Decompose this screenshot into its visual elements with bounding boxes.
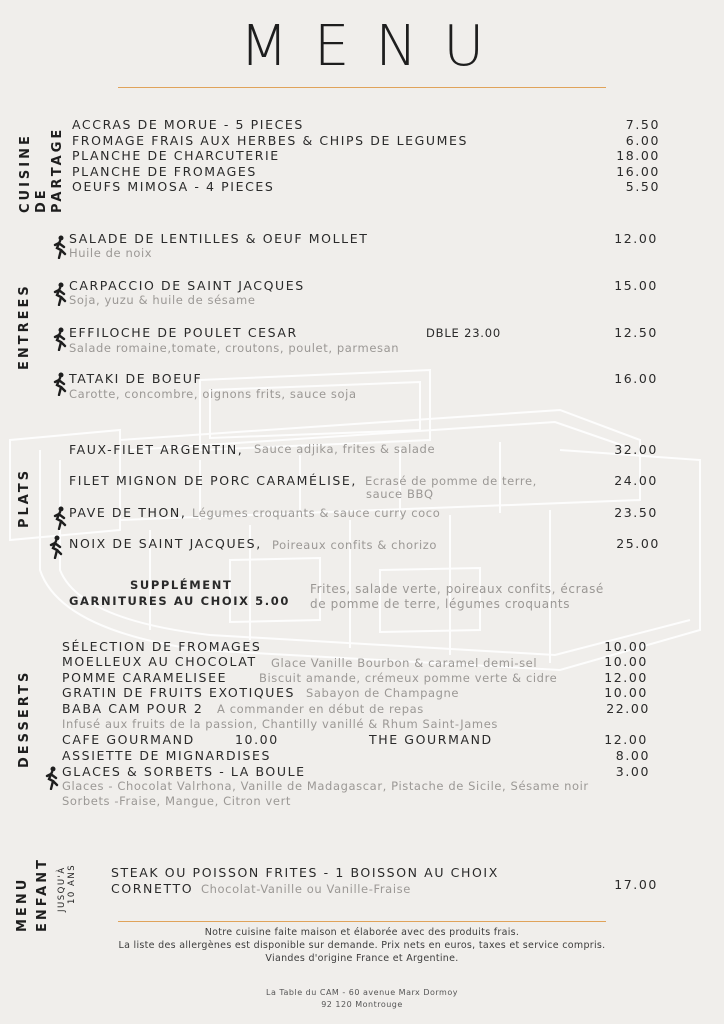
section-label-enfant: MENU — [15, 876, 30, 932]
plat-item-desc: Poireaux confits & chorizo — [272, 538, 438, 552]
runner-icon — [52, 235, 68, 259]
plat-item-desc: Sauce adjika, frites & salade — [254, 442, 436, 456]
dessert-item-name: SÉLECTION DE FROMAGES — [62, 639, 262, 654]
enfant-line-1: STEAK OU POISSON FRITES - 1 BOISSON AU CHOIX — [111, 865, 499, 880]
supplement-title: SUPPLÉMENT — [130, 578, 233, 592]
dessert-item-name: GRATIN DE FRUITS EXOTIQUES — [62, 685, 296, 700]
entree-item-price: 15.00 — [614, 278, 658, 293]
enfant-price: 17.00 — [614, 877, 658, 892]
dessert-item-price: 10.00 — [604, 685, 648, 700]
dessert-item-desc: Sorbets -Fraise, Mangue, Citron vert — [62, 794, 292, 808]
section-label-plats: PLATS — [17, 467, 32, 528]
dessert-item-desc: Biscuit amande, crémeux pomme verte & cidre — [259, 671, 558, 685]
footer-address-2: 92 120 Montrouge — [321, 1000, 403, 1009]
footer-line-3: Viandes d'origine France et Argentine. — [265, 953, 459, 964]
title-divider — [118, 87, 606, 88]
dessert-item-price: 12.00 — [604, 732, 648, 747]
runner-icon — [52, 282, 68, 306]
entree-item-name: CARPACCIO DE SAINT JACQUES — [69, 278, 305, 293]
dessert-item-name: THE GOURMAND — [369, 732, 493, 747]
dessert-item-price: 10.00 — [604, 639, 648, 654]
runner-icon — [52, 327, 68, 351]
partage-item-name: PLANCHE DE CHARCUTERIE — [72, 148, 280, 163]
runner-icon — [52, 506, 68, 530]
partage-item-name: PLANCHE DE FROMAGES — [72, 164, 257, 179]
plat-item-desc: Ecrasé de pomme de terre, — [365, 474, 537, 488]
entree-item-desc: Huile de noix — [69, 246, 153, 260]
plat-item-name: PAVE DE THON, — [69, 505, 187, 520]
footer-line-1: Notre cuisine faite maison et élaborée avec des produits frais. — [204, 927, 520, 938]
entree-item-desc: Soja, yuzu & huile de sésame — [69, 293, 256, 307]
enfant-line-2-desc: Chocolat-Vanille ou Vanille-Fraise — [201, 882, 411, 896]
footer-divider — [118, 921, 606, 922]
entree-item-desc: Salade romaine,tomate, croutons, poulet, parmesan — [69, 341, 400, 355]
plat-item-name: NOIX DE SAINT JACQUES, — [69, 536, 262, 551]
entree-item-name: EFFILOCHE DE POULET CESAR — [69, 325, 298, 340]
entree-item-double-price: DBLE 23.00 — [426, 326, 501, 340]
partage-item-price: 6.00 — [625, 133, 660, 148]
dessert-item-desc: A commander en début de repas — [217, 702, 424, 716]
enfant-line-2: CORNETTO — [111, 881, 194, 896]
runner-icon — [44, 766, 60, 790]
plat-item-price: 24.00 — [614, 473, 658, 488]
dessert-item-desc: Glace Vanille Bourbon & caramel demi-sel — [271, 656, 538, 670]
partage-item-name: ACCRAS DE MORUE - 5 PIECES — [72, 117, 304, 132]
supplement-desc: Frites, salade verte, poireaux confits, écrasé — [310, 582, 604, 596]
section-label-entrees: ENTREES — [17, 283, 32, 370]
entree-item-price: 12.00 — [614, 231, 658, 246]
partage-item-name: FROMAGE FRAIS AUX HERBES & CHIPS DE LEGUMES — [72, 133, 469, 148]
partage-item-price: 16.00 — [616, 164, 660, 179]
dessert-item-name: POMME CARAMELISEE — [62, 670, 228, 685]
dessert-item-desc: Glaces - Chocolat Valrhona, Vanille de Madagascar, Pistache de Sicile, Sésame noir — [62, 779, 589, 793]
section-label-partage: CUISINE DE PARTAGE — [18, 126, 65, 213]
runner-icon — [52, 372, 68, 396]
partage-item-price: 7.50 — [625, 117, 660, 132]
section-label-desserts: DESSERTS — [17, 669, 32, 768]
footer-address-1: La Table du CAM - 60 avenue Marx Dormoy — [266, 988, 458, 997]
partage-item-price: 18.00 — [616, 148, 660, 163]
partage-item-price: 5.50 — [625, 179, 660, 194]
dessert-item-name: MOELLEUX AU CHOCOLAT — [62, 654, 257, 669]
dessert-item-price-inline: 10.00 — [235, 732, 279, 747]
plat-item-name: FILET MIGNON DE PORC CARAMÉLISE, — [69, 473, 358, 488]
entree-item-price: 12.50 — [614, 325, 658, 340]
section-label-enfant-age: JUSQU'À 10 ANS — [57, 863, 77, 912]
plat-item-desc: Légumes croquants & sauce curry coco — [192, 506, 441, 520]
plat-item-name: FAUX-FILET ARGENTIN, — [69, 442, 244, 457]
partage-item-name: OEUFS MIMOSA - 4 PIECES — [72, 179, 275, 194]
plat-item-price: 32.00 — [614, 442, 658, 457]
dessert-item-name: BABA CAM POUR 2 — [62, 701, 204, 716]
entree-item-price: 16.00 — [614, 371, 658, 386]
page-title: MENU — [239, 14, 511, 79]
entree-item-name: SALADE DE LENTILLES & OEUF MOLLET — [69, 231, 369, 246]
supplement-price: GARNITURES AU CHOIX 5.00 — [69, 594, 290, 608]
dessert-item-name: CAFE GOURMAND — [62, 732, 195, 747]
supplement-desc: de pomme de terre, légumes croquants — [310, 597, 571, 611]
footer-line-2: La liste des allergènes est disponible sur demande. Prix nets en euros, taxes et service compris. — [118, 940, 606, 951]
dessert-item-price: 12.00 — [604, 670, 648, 685]
plat-item-desc: sauce BBQ — [366, 487, 434, 501]
dessert-item-desc: Infusé aux fruits de la passion, Chantilly vanillé & Rhum Saint-James — [62, 717, 498, 731]
dessert-item-name: GLACES & SORBETS - LA BOULE — [62, 764, 306, 779]
plat-item-price: 25.00 — [616, 536, 660, 551]
dessert-item-price: 10.00 — [604, 654, 648, 669]
dessert-item-price: 8.00 — [615, 748, 650, 763]
dessert-item-price: 3.00 — [615, 764, 650, 779]
entree-item-name: TATAKI DE BOEUF — [69, 371, 203, 386]
dessert-item-price: 22.00 — [606, 701, 650, 716]
section-label-enfant-2: ENFANT — [35, 857, 50, 932]
runner-icon — [48, 535, 64, 559]
entree-item-desc: Carotte, concombre, oignons frits, sauce soja — [69, 387, 357, 401]
dessert-item-desc: Sabayon de Champagne — [306, 686, 460, 700]
plat-item-price: 23.50 — [614, 505, 658, 520]
dessert-item-name: ASSIETTE DE MIGNARDISES — [62, 748, 272, 763]
